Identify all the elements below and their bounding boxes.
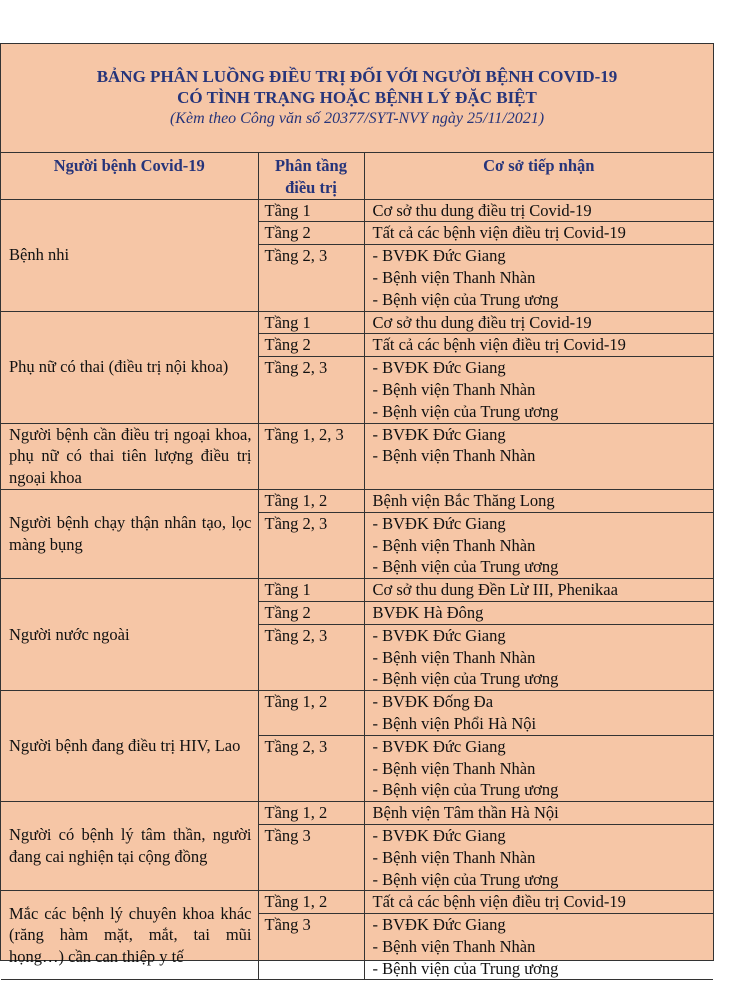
tier-cell: Tầng 2, 3: [258, 357, 364, 423]
receiver-cell: [364, 489, 713, 512]
table-body: [1, 199, 713, 980]
receiver-line: - BVĐK Đức Giang: [372, 625, 506, 645]
table-row: [1, 691, 713, 736]
header-tier: [258, 153, 364, 199]
receiver-line: Bệnh viện Bắc Thăng Long: [372, 490, 555, 510]
patient-group-cell: Người bệnh cần điều trị ngoại khoa, phụ nữ có thai tiên lượng điều trị ngoại khoa: [1, 423, 258, 489]
tier-cell: Tầng 1, 2, 3: [258, 423, 364, 489]
table-row: [1, 199, 713, 222]
receiver-line: Tất cả các bệnh viện điều trị Covid-19: [372, 223, 626, 243]
tier-cell: Tầng 2: [258, 334, 364, 357]
receiver-cell: [364, 199, 713, 222]
receiver-line: - Bệnh viện của Trung ương: [372, 289, 559, 309]
receiver-line: - Bệnh viện của Trung ương: [372, 780, 559, 800]
receiver-line: - BVĐK Đống Đa: [372, 692, 494, 712]
tier-cell: Tầng 1: [258, 311, 364, 334]
receiver-line: - BVĐK Đức Giang: [372, 736, 506, 756]
tier-cell: Tầng 2, 3: [258, 245, 364, 311]
receiver-line: - BVĐK Đức Giang: [372, 424, 506, 444]
receiver-cell: [364, 334, 713, 357]
receiver-cell: [364, 691, 713, 736]
receiver-line: - BVĐK Đức Giang: [372, 513, 506, 533]
tier-cell: Tầng 2, 3: [258, 735, 364, 801]
receiver-cell: [364, 423, 713, 489]
tier-cell: Tầng 1, 2: [258, 891, 364, 914]
receiver-line: - Bệnh viện Thanh Nhàn: [372, 647, 536, 667]
receiver-cell: [364, 579, 713, 602]
receiver-line: - BVĐK Đức Giang: [372, 246, 506, 266]
receiver-line: - Bệnh viện Thanh Nhàn: [372, 535, 536, 555]
tier-cell: Tầng 1: [258, 579, 364, 602]
document-subtitle: (Kèm theo Công văn số 20377/SYT-NVY ngày 25/11/2021): [169, 110, 545, 127]
receiver-cell: [364, 311, 713, 334]
tier-cell: Tầng 2, 3: [258, 512, 364, 578]
triage-table: [1, 153, 713, 980]
patient-group-cell: Bệnh nhi: [1, 199, 258, 311]
header-receiver: Cơ sở tiếp nhận: [364, 153, 713, 199]
patient-group-cell: Người có bệnh lý tâm thần, người đang cai nghiện tại cộng đồng: [1, 802, 258, 891]
table-row: [1, 311, 713, 334]
receiver-line: - Bệnh viện Thanh Nhàn: [372, 379, 536, 399]
receiver-line: BVĐK Hà Đông: [372, 602, 484, 622]
header-tier-line-1: Phân tầng: [275, 156, 347, 175]
tier-cell: Tầng 1, 2: [258, 691, 364, 736]
receiver-line: - Bệnh viện của Trung ương: [372, 557, 559, 577]
table-row: [1, 579, 713, 602]
receiver-line: Tất cả các bệnh viện điều trị Covid-19: [372, 335, 626, 355]
receiver-cell: [364, 914, 713, 980]
tier-cell: Tầng 3: [258, 914, 364, 980]
table-row: [1, 891, 713, 914]
receiver-line: - BVĐK Đức Giang: [372, 915, 506, 935]
patient-group-cell: Người bệnh đang điều trị HIV, Lao: [1, 691, 258, 802]
receiver-line: - Bệnh viện của Trung ương: [372, 401, 559, 421]
document-title-line-1: BẢNG PHÂN LUỒNG ĐIỀU TRỊ ĐỐI VỚI NGƯỜI BỆNH COVID-19: [96, 67, 618, 86]
document-title-line-2: CÓ TÌNH TRẠNG HOẶC BỆNH LÝ ĐẶC BIỆT: [177, 88, 537, 107]
tier-cell: Tầng 2: [258, 222, 364, 245]
receiver-cell: [364, 824, 713, 890]
table-header-row: [1, 153, 713, 199]
patient-group-cell: Người nước ngoài: [1, 579, 258, 691]
receiver-cell: [364, 245, 713, 311]
receiver-line: - Bệnh viện Thanh Nhàn: [372, 847, 536, 867]
table-row: [1, 489, 713, 512]
receiver-line: - Bệnh viện của Trung ương: [372, 869, 559, 889]
table-row: [1, 802, 713, 825]
tier-cell: Tầng 3: [258, 824, 364, 890]
patient-group-cell: Phụ nữ có thai (điều trị nội khoa): [1, 311, 258, 423]
receiver-line: - Bệnh viện của Trung ương: [372, 669, 559, 689]
tier-cell: Tầng 1, 2: [258, 802, 364, 825]
receiver-line: Cơ sở thu dung điều trị Covid-19: [372, 312, 592, 332]
receiver-line: - Bệnh viện Thanh Nhàn: [372, 446, 536, 466]
receiver-cell: [364, 802, 713, 825]
receiver-line: - Bệnh viện Phổi Hà Nội: [372, 713, 537, 733]
receiver-cell: [364, 222, 713, 245]
header-tier-line-2: điều trị: [285, 177, 337, 197]
receiver-cell: [364, 601, 713, 624]
receiver-line: - Bệnh viện Thanh Nhàn: [372, 267, 536, 287]
receiver-line: Tất cả các bệnh viện điều trị Covid-19: [372, 892, 626, 912]
receiver-cell: [364, 357, 713, 423]
receiver-cell: [364, 624, 713, 690]
tier-cell: Tầng 2, 3: [258, 624, 364, 690]
receiver-line: Cơ sở thu dung Đền Lừ III, Phenikaa: [372, 580, 618, 600]
tier-cell: Tầng 1, 2: [258, 489, 364, 512]
document-page: [0, 43, 714, 978]
tier-cell: Tầng 1: [258, 199, 364, 222]
receiver-cell: [364, 735, 713, 801]
receiver-line: - BVĐK Đức Giang: [372, 825, 506, 845]
patient-group-cell: Mắc các bệnh lý chuyên khoa khác (răng hàm mặt, mắt, tai mũi họng…) cần can thiệp y tế: [1, 891, 258, 980]
receiver-line: - Bệnh viện Thanh Nhàn: [372, 936, 536, 956]
receiver-cell: [364, 512, 713, 578]
receiver-line: Cơ sở thu dung điều trị Covid-19: [372, 200, 592, 220]
title-block: [1, 44, 713, 153]
table-row: [1, 423, 713, 489]
receiver-cell: [364, 891, 713, 914]
receiver-line: - Bệnh viện của Trung ương: [372, 958, 559, 978]
receiver-line: Bệnh viện Tâm thần Hà Nội: [372, 803, 559, 823]
patient-group-cell: Người bệnh chạy thận nhân tạo, lọc màng bụng: [1, 489, 258, 578]
header-patient: Người bệnh Covid-19: [1, 153, 258, 199]
receiver-line: - Bệnh viện Thanh Nhàn: [372, 758, 536, 778]
receiver-line: - BVĐK Đức Giang: [372, 358, 506, 378]
tier-cell: Tầng 2: [258, 601, 364, 624]
